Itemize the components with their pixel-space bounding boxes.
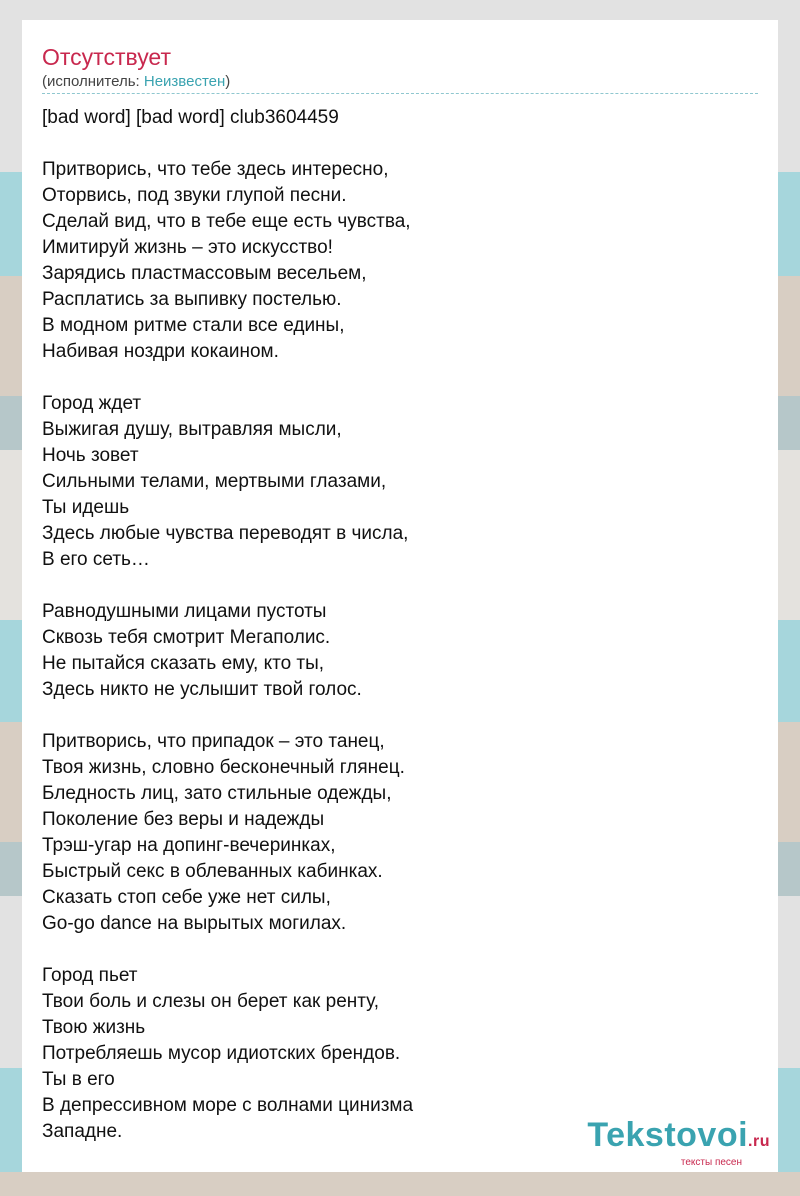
performer-link[interactable]: Неизвестен	[143, 73, 226, 90]
performer-line	[42, 72, 230, 92]
divider	[42, 93, 758, 94]
logo-name: Tekstovoi	[587, 1116, 749, 1154]
lyrics-text: [bad word] [bad word] club3604459 Притворись, что тебе здесь интересно, Оторвись, под звуки глупой песни. Сделай вид, что в тебе еще есть чувства, Имитируй жизнь – это искусство! Зарядись пластмассовым весельем, Расплатись за выпивку постелью. В модном ритме стали все едины, Набивая ноздри кокаином. Город ждет Выжигая душу, вытравляя мысли, Ночь зовет Сильными телами, мертвыми глазами, Ты идешь Здесь любые чувства переводят в числа, В его сеть… Равнодушными лицами пустоты Сквозь тебя смотрит Мегаполис. Не пытайся сказать ему, кто ты, Здесь никто не услышит твой голос. Притворись, что припадок – это танец, Твоя жизнь, словно бесконечный глянец. Бледность лиц, зато стильные одежды, Поколение без веры и надежды Трэш-угар на допинг-вечеринках, Быстрый секс в облеванных кабинках. Сказать стоп себе уже нет силы, Go-go dance на вырытых могилах. Город пьет Твои боль и слезы он берет как ренту, Твою жизнь Потребляешь мусор идиотских брендов. Ты в его В депрессивном море с волнами цинизма Западне.	[42, 107, 414, 1142]
lyrics-card	[22, 20, 778, 1172]
performer-suffix: )	[225, 73, 231, 90]
logo-wordmark	[587, 1118, 770, 1159]
song-title: Отсутствует	[42, 44, 171, 70]
performer-prefix: (исполнитель:	[42, 73, 144, 90]
logo-tld: .ru	[748, 1133, 770, 1150]
logo-tagline: тексты песен	[680, 1157, 742, 1168]
site-logo[interactable]	[587, 1118, 770, 1168]
